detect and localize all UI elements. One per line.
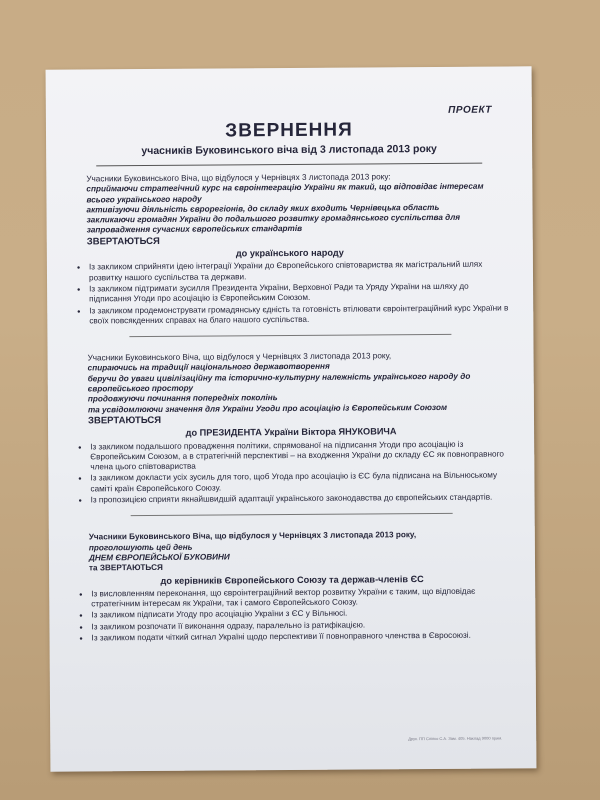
list-item: • Із закликом підтримати зусилля Президента України, Верховної Ради та Уряду України на шляху до підписання Угоди про асоціацію із Європейським Союзом. <box>89 281 511 305</box>
list-item: • Із пропозицією сприяти якнайшвидшій адаптації українського законодавства до європейських стандартів. <box>91 492 513 505</box>
section-divider <box>131 513 453 516</box>
section2-clause: та усвідомлюючи значення для України Угоди про асоціацію із Європейським Союзом <box>87 402 448 415</box>
section1-list <box>69 260 511 327</box>
section2-clause: беручи до уваги цивілізаційну та історично-культурну належність українського народу до європейського простору <box>87 371 471 394</box>
section-divider <box>129 334 451 337</box>
section-appeal-to-president <box>70 351 513 506</box>
section2-intro: Учасники Буковинського Віча, що відбулося у Чернівцях 3 листопада 2013 року, <box>87 351 392 363</box>
section-appeal-to-people <box>68 171 511 326</box>
document-body <box>68 160 513 644</box>
section3-list <box>71 586 513 644</box>
list-item: • Із закликом продемонструвати громадянську єдність та готовність втілювати євроінтеграційний курс України в своїх повсякденних справах на благо нашого суспільства. <box>89 303 511 327</box>
list-item: • Із закликом подальшого провадження політики, спрямованої на підписання Угоди про асоціацію із Європейським Союзом, а в стратегічній перспективі – на входження України до складу ЄС як повноправного члена цього співтовариства <box>90 439 512 473</box>
document-title: ЗВЕРНЕННЯ <box>225 119 353 142</box>
title-divider <box>96 163 482 167</box>
list-item: • Із закликом розпочати її виконання одразу, паралельно із ратифікацією. <box>91 619 513 632</box>
list-item: • Із закликом подати чіткий сигнал Україні щодо перспективи її повноправного членства в Євросоюзі. <box>91 630 513 643</box>
section3-clause: ДНЕМ ЄВРОПЕЙСЬКОЇ БУКОВИНИ <box>88 552 230 563</box>
section2-list <box>70 439 512 506</box>
section2-appeal: ЗВЕРТАЮТЬСЯ <box>87 414 162 427</box>
list-item: • Із закликом докласти усіх зусиль для того, щоб Угода про асоціацію із ЄС була підписана на Вільнюському саміті країн Європейського Союзу. <box>90 471 512 495</box>
list-item: • Із закликом підписати Угоду про асоціацію України з ЄС у Вільнюсі. <box>91 608 513 621</box>
section1-clause: активізуючи діяльність єврорегіонів, до складу яких входить Чернівецька область <box>86 202 440 215</box>
section-appeal-to-eu <box>71 530 514 644</box>
draft-label: ПРОЕКТ <box>448 104 492 116</box>
list-item: • Із закликом сприйняти ідею інтеграції України до Європейського співтовариства як магістральний шлях розвитку нашого суспільства та держави. <box>89 260 511 284</box>
section1-addressee: до українського народу <box>235 247 344 259</box>
section3-addressee: до керівників Європейського Союзу та держав-членів ЄС <box>160 573 424 586</box>
section1-clause: сприймаючи стратегічний курс на євроінтеграцію України як такий, що відповідає інтересам всього українського народу <box>86 181 484 205</box>
document-sheet <box>46 66 537 771</box>
section3-appeal: та ЗВЕРТАЮТЬСЯ <box>89 563 163 573</box>
section2-clause: спираючись на традиції національного державотворення <box>87 362 330 373</box>
section3-clause: проголошують цей день <box>88 542 193 553</box>
section2-clause: продовжуючи починання попередніх поколінь <box>87 393 278 404</box>
list-item: • Із висловленням переконання, що євроінтеграційний вектор розвитку України є таким, що відповідає стратегічним інтересам як України, так і самого Європейського Союзу. <box>91 586 513 610</box>
section1-intro: Учасники Буковинського Віча, що відбулося у Чернівцях 3 листопада 2013 року: <box>86 172 391 184</box>
print-footnote: Друк. ПП Сліпко С.А. Зам. 405. Наклад 9000 прим. <box>408 735 503 742</box>
section3-intro: Учасники Буковинського Віча, що відбулося у Чернівцях 3 листопада 2013 року, <box>88 530 417 542</box>
document-subtitle: учасників Буковинського віча від 3 листопада 2013 року <box>141 142 437 158</box>
section1-clause: закликаючи громадян України до подальшого розвитку громадянського суспільства для запровадження сучасних європейських стандартів <box>86 213 461 235</box>
section2-addressee: до ПРЕЗИДЕНТА України Віктора ЯНУКОВИЧА <box>185 426 397 438</box>
section1-appeal: ЗВЕРТАЮТЬСЯ <box>86 235 160 248</box>
